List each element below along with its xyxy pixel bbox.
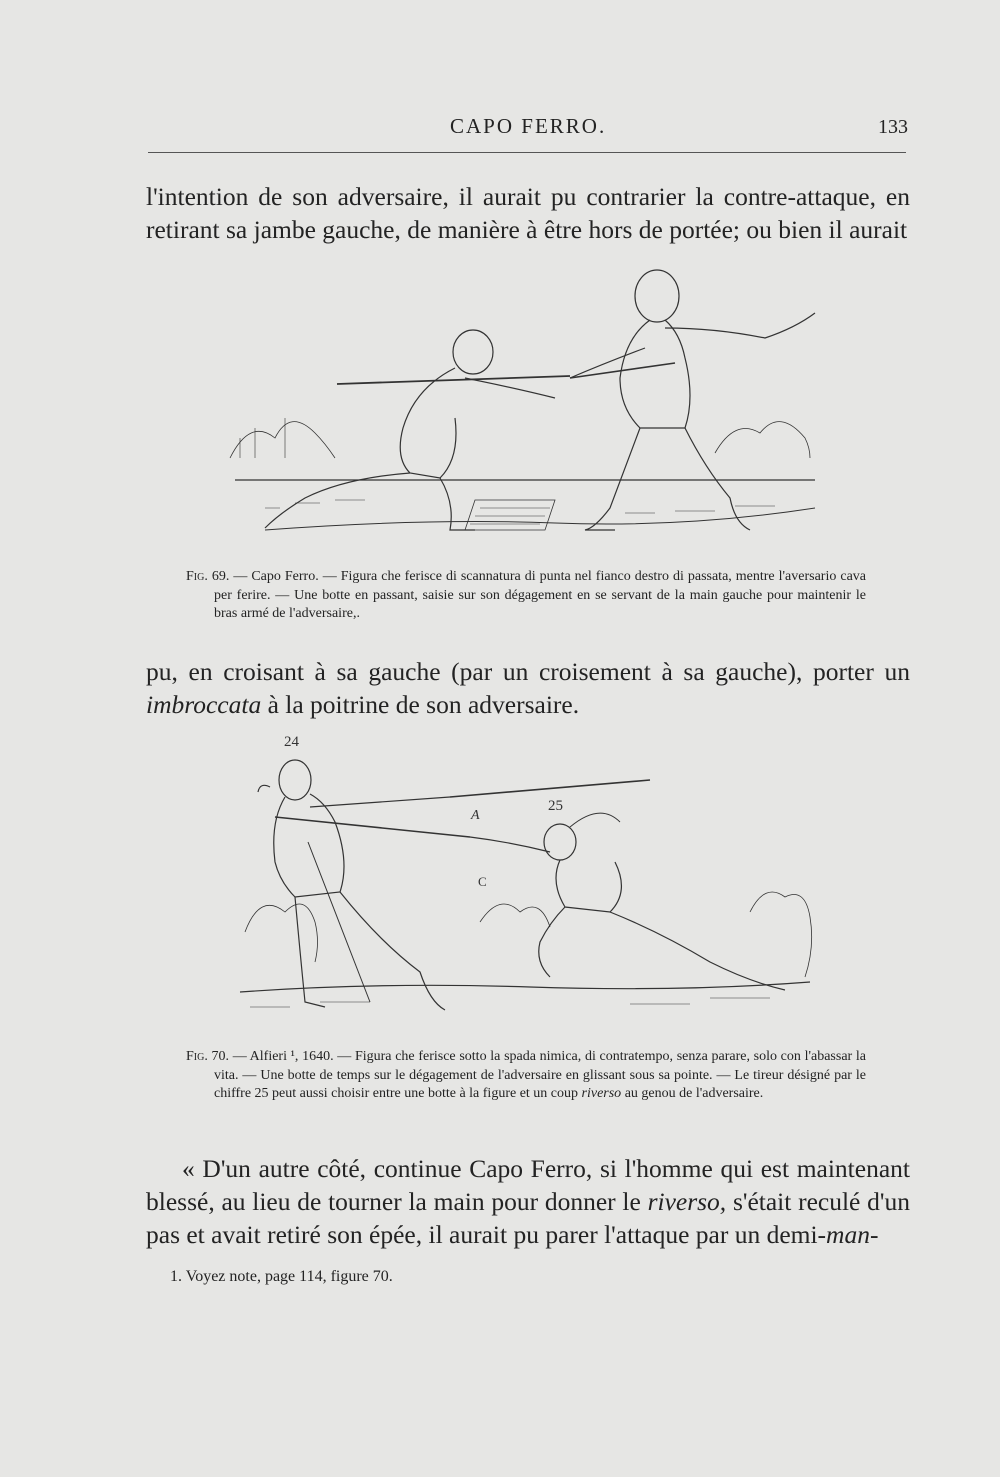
figure-70-illustration [230,732,820,1032]
figure-69-caption-label: Fig. 69. [186,569,230,584]
running-title: CAPO FERRO. [450,114,607,138]
figure-70-caption-italic: riverso [581,1086,622,1101]
figure-70-caption-text-2: au genou de l'adversaire. [621,1086,764,1101]
paragraph-2 [146,655,910,721]
figure-70-label-25: 25 [548,798,563,814]
paragraph-3 [146,1152,910,1251]
figure-69-illustration [225,268,825,560]
figure-70-label-a: A [471,808,480,823]
paragraph-3-text-1: « D'un autre côté, continue Capo Ferro, si l'homme qui est maintenant blessé, au lieu de tourner la main pour donner le [146,1154,910,1216]
figure-70-caption-label: Fig. 70. [186,1049,230,1064]
paragraph-3-text-2: s'était reculé d'un pas et avait retiré son épée, il aurait pu parer l'attaque par un demi- [146,1187,910,1249]
figure-69-caption-text: — Capo Ferro. — Figura che ferisce di scannatura di punta nel fianco destro di passata, mentre l'aversario cava per ferire. — Une botte en passant, saisie sur son dégagement en se servant de la main gauche pour maintenir le bras armé de l'adversaire,. [214,569,866,621]
paragraph-1: l'intention de son adversaire, il aurait pu contrarier la contre-attaque, en retirant sa jambe gauche, de manière à être hors de portée; ou bien il aurait [146,182,910,244]
figure-70-caption [186,1048,866,1104]
header-rule [148,152,906,153]
paragraph-3-italic-1: riverso, [647,1187,727,1216]
page-number: 133 [878,116,908,138]
paragraph-3-italic-2: man- [826,1220,879,1249]
paragraph-2-text-before: pu, en croisant à sa gauche (par un croisement à sa gauche), porter un [146,657,910,686]
paragraph-2-italic: imbroccata [146,690,262,719]
figure-70-label-24: 24 [284,734,299,750]
figure-69-caption [186,568,866,624]
paragraph-2-text-after: à la poitrine de son adversaire. [261,690,580,719]
fencing-engraving-70 [230,732,820,1032]
figure-70-label-c: C [478,874,487,889]
figure-70-caption-text-1: — Alfieri ¹, 1640. — Figura che ferisce sotto la spada nimica, di contratempo, senza parare, solo con l'abassar la vita. — Une botte de temps sur le dégagement de l'adversaire en glissant sous sa pointe. — Le tireur désigné par le chiffre 25 peut aussi choisir entre une botte à la figure et un coup [214,1049,867,1101]
footnote: 1. Voyez note, page 114, figure 70. [170,1268,393,1285]
fencing-engraving-69 [225,268,825,560]
